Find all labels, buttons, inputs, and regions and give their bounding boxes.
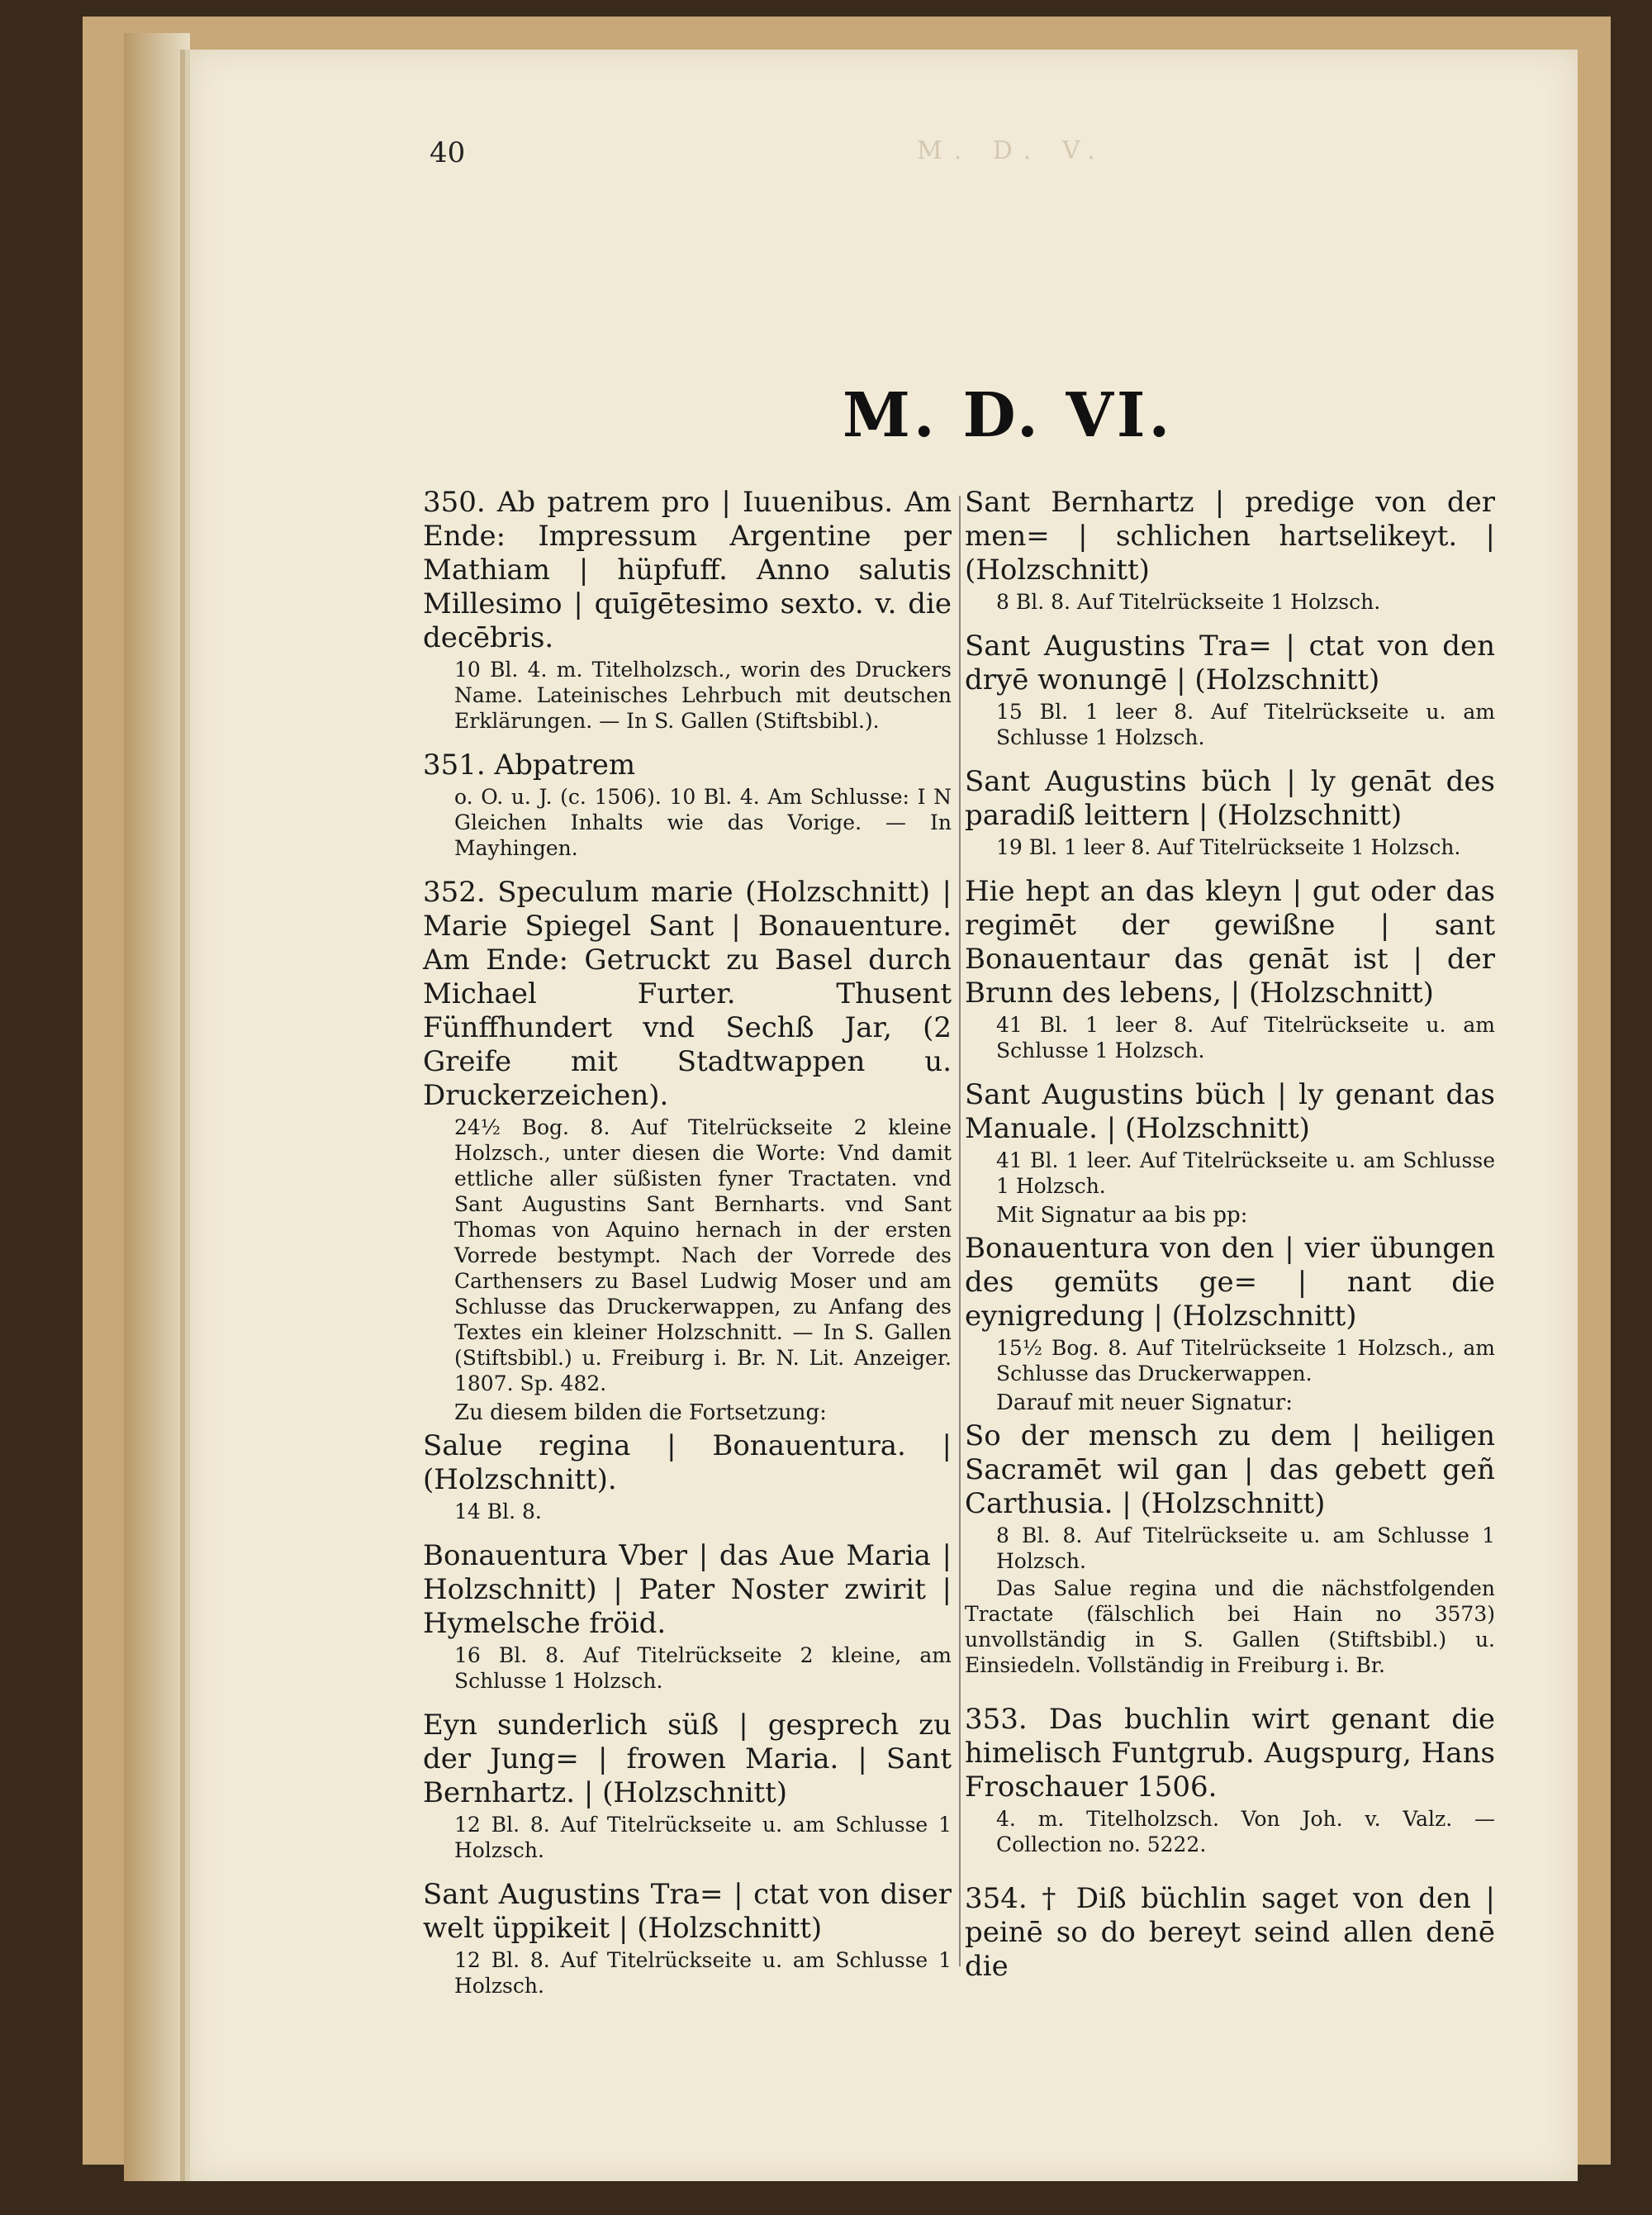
section-title: M. D. VI. [843,380,1174,451]
salue-regina-remark: Das Salue regina und die nächstfolgenden Tractate (fälschlich bei Hain no 3573) unvollständig in S. Gallen (Stiftsbibl.) u. Einsiedeln. Vollständig in Freiburg i. Br. [965,1576,1495,1677]
entry-bernhartz-predige-note: 8 Bl. 8. Auf Titelrückseite 1 Holzsch. [996,590,1381,614]
show-through-text [430,211,834,244]
entry-dryen-wonungen-note: 15 Bl. 1 leer 8. Auf Titelrückseite u. am Schlusse 1 Holzsch. [996,700,1495,749]
entry-vier-ubungen-note: 15½ Bog. 8. Auf Titelrückseite 1 Holzsch., am Schlusse das Druckerwappen. [996,1336,1495,1386]
running-head: M. D. V. [917,136,1107,165]
entry-paradiss-leittern-note: 19 Bl. 1 leer 8. Auf Titelrückseite 1 Holzsch. [996,835,1461,859]
entry-aue-maria-note: 16 Bl. 8. Auf Titelrückseite 2 kleine, am Schlusse 1 Holzsch. [454,1643,952,1693]
right-column [965,486,1495,1984]
entry-351-note: o. O. u. J. (c. 1506). 10 Bl. 4. Am Schlusse: I N Gleichen Inhalts wie das Vorige. — In Mayhingen. [454,785,952,860]
book-gutter [124,33,190,2181]
signature-heading: Mit Signatur aa bis pp: [996,1203,1248,1228]
entry-353: 353. Das buchlin wirt genant die himelisch Funtgrub. Augspurg, Hans Froschauer 1506. [965,1703,1495,1804]
entry-manuale: Sant Augustins büch | ly genant das Manuale. | (Holzschnitt) [965,1078,1495,1145]
page-number: 40 [430,136,466,169]
entry-gesprech-note: 12 Bl. 8. Auf Titelrückseite u. am Schlusse 1 Holzsch. [454,1813,952,1862]
entry-sacrament-note: 8 Bl. 8. Auf Titelrückseite u. am Schlusse 1 Holzsch. [996,1523,1495,1573]
entry-352-note: 24½ Bog. 8. Auf Titelrückseite 2 kleine Holzsch., unter diesen die Worte: Vnd damit ettliche aller süßisten fyner Tractaten. vnd Sant Augustins Sant Bernharts. vnd Sant Thomas von Aquino hernach in der ersten Vorrede bestympt. Nach der Vorrede des Carthensers zu Basel Ludwig Moser und am Schlusse das Druckerwappen, zu Anfang des Textes ein kleiner Holzschnitt. — In S. Gallen (Stiftsbibl.) u. Freiburg i. Br. N. Lit. Anzeiger. 1807. Sp. 482. [454,1115,952,1395]
entry-uppikeit: Sant Augustins Tra= | ctat von diser welt üppikeit | (Holzschnitt) [423,1878,952,1945]
entry-351: 351. Abpatrem [423,749,636,782]
entry-aue-maria: Bonauentura Vber | das Aue Maria | Holzschnitt) | Pater Noster zwirit | Hymelsche fröid. [423,1539,952,1640]
entry-vier-ubungen: Bonauentura von den | vier übungen des gemüts ge= | nant die eynigredung | (Holzschnitt) [965,1232,1495,1333]
entry-brunn-des-lebens: Hie hept an das kleyn | gut oder das regimēt der gewißne | sant Bonauentaur das genāt ist | der Brunn des lebens, | (Holzschnitt) [965,875,1495,1010]
entry-353-note: 4. m. Titelholzsch. Von Joh. v. Valz. — Collection no. 5222. [996,1807,1495,1856]
entry-salue-regina-note: 14 Bl. 8. [454,1500,542,1523]
entry-350-note: 10 Bl. 4. m. Titelholzsch., worin des Druckers Name. Lateinisches Lehrbuch mit deutschen Erklärungen. — In S. Gallen (Stiftsbibl.). [454,658,952,733]
entry-352: 352. Speculum marie (Holzschnitt) | Marie Spiegel Sant | Bonauenture. Am Ende: Getruckt zu Basel durch Michael Furter. Thusent Fünffhundert vnd Sechß Jar, (2 Greife mit Stadtwappen u. Druckerzeichen). [423,876,952,1112]
entry-sacrament: So der mensch zu dem | heiligen Sacramēt wil gan | das gebett geñ Carthusia. | (Holzschnitt) [965,1419,1495,1520]
entry-gesprech: Eyn sunderlich süß | gespreсh zu der Jung= | frowen Maria. | Sant Bernhartz. | (Holzschnitt) [423,1709,952,1809]
entry-354: 354. † Diß büchlin saget von den | peinē so do bereyt seind allen denē die [965,1882,1495,1983]
entry-salue-regina: Salue regina | Bonauentura. | (Holzschnitt). [423,1429,952,1496]
left-column [423,486,952,1999]
continuation-heading: Zu diesem bilden die Fortsetzung: [454,1400,827,1425]
entry-bernhartz-predige: Sant Bernhartz | predige von der men= | schlichen hartselikeyt. | (Holzschnitt) [965,486,1495,587]
column-divider [959,496,961,1966]
entry-paradiss-leittern: Sant Augustins büch | ly genāt des paradiß leittern | (Holzschnitt) [965,765,1495,832]
entry-manuale-note: 41 Bl. 1 leer. Auf Titelrückseite u. am Schlusse 1 Holzsch. [996,1148,1495,1198]
entry-350: 350. Ab patrem pro | Iuuenibus. Am Ende: Impressum Argentine per Mathiam | hüpfuff. Anno salutis Millesimo | quīgētesimo sexto. v. die decēbris. [423,486,952,654]
entry-uppikeit-note: 12 Bl. 8. Auf Titelrückseite u. am Schlusse 1 Holzsch. [454,1948,952,1998]
entry-dryen-wonungen: Sant Augustins Tra= | ctat von den dryē wonungē | (Holzschnitt) [965,630,1495,696]
entry-brunn-des-lebens-note: 41 Bl. 1 leer 8. Auf Titelrückseite u. am Schlusse 1 Holzsch. [996,1013,1495,1062]
new-signature-heading: Darauf mit neuer Signatur: [996,1390,1293,1415]
